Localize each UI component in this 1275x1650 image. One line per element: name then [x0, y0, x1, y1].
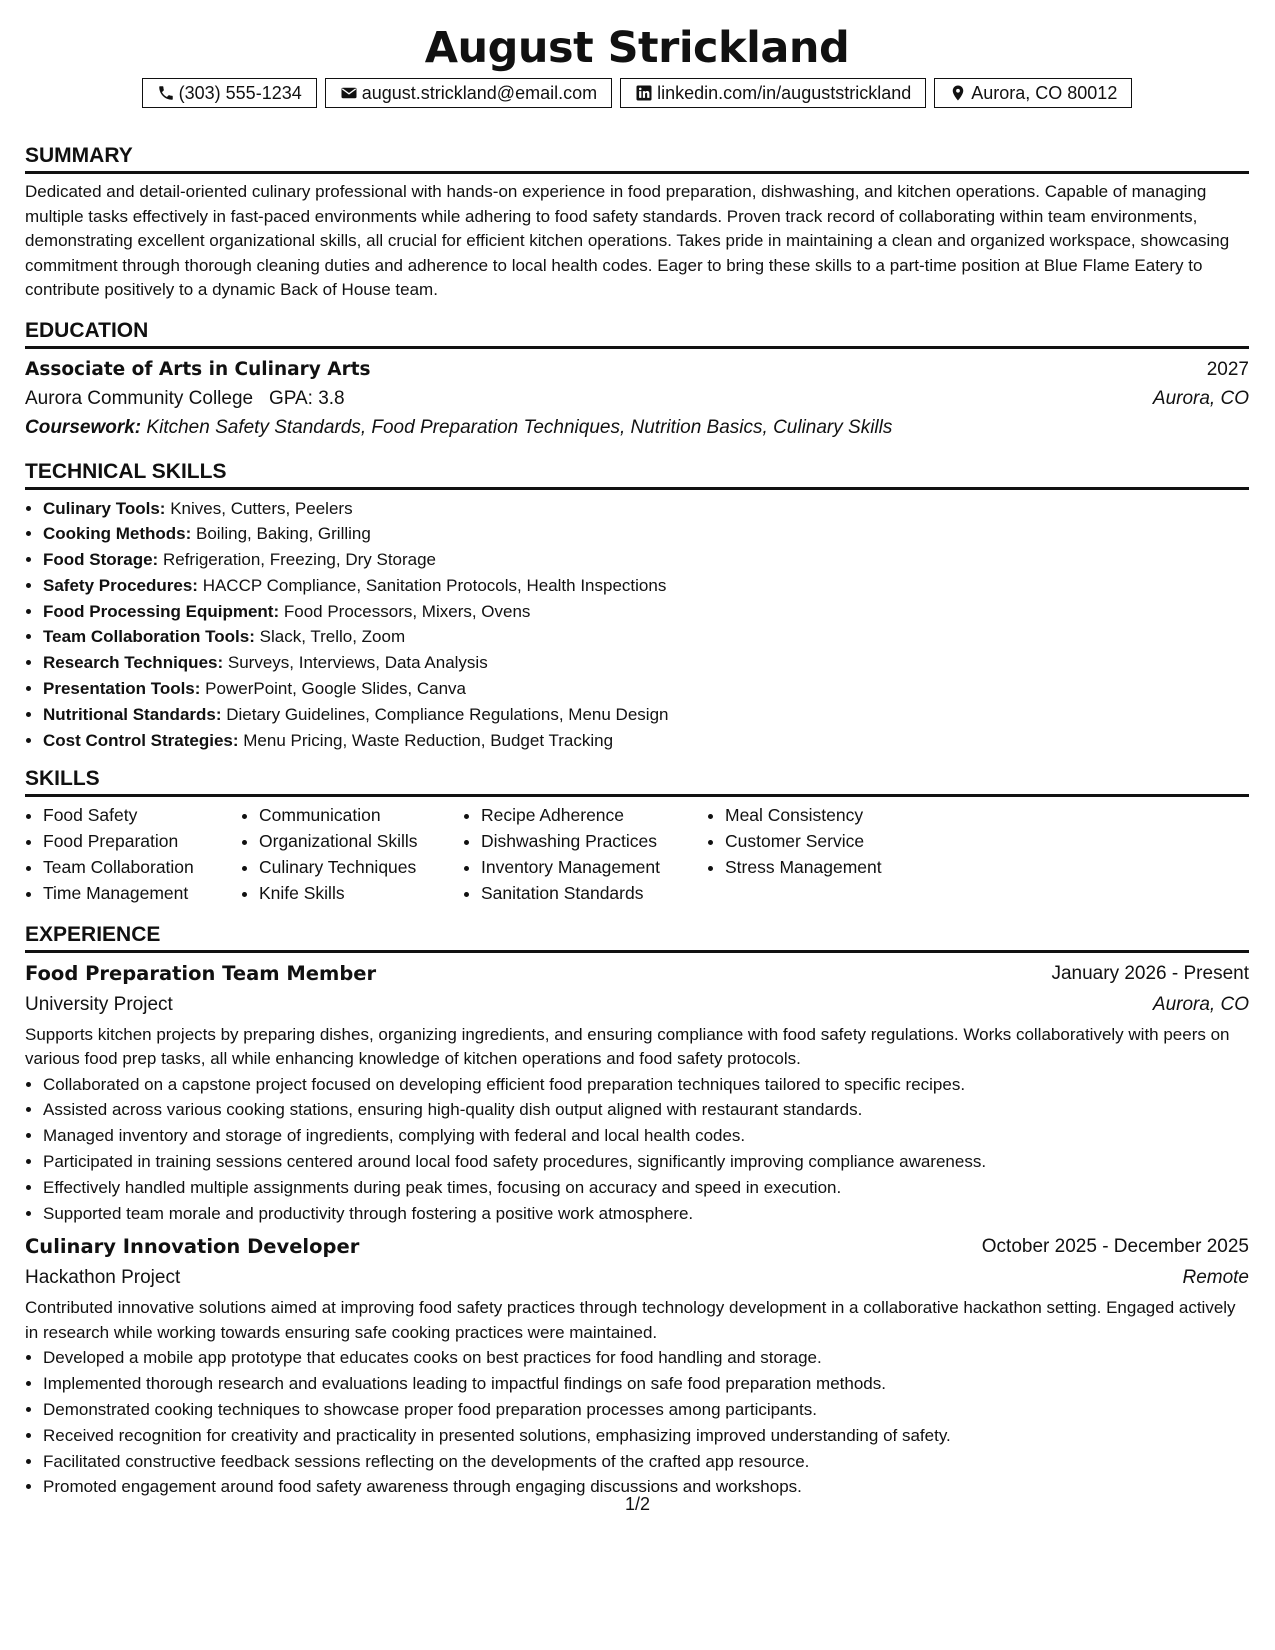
skill-item: • Recipe Adherence — [481, 803, 707, 829]
job-bullet: • Participated in training sessions centered around local food safety procedures, significantly improving compliance awareness. — [43, 1149, 1249, 1175]
job-org: Hackathon Project — [25, 1267, 181, 1289]
job-description: Contributed innovative solutions aimed at improving food safety practices through technology development in a collaborative hackathon setting. Engaged actively in research while working towards ensuring safe cooking practices were maintained. — [25, 1298, 1236, 1342]
linkedin-text: linkedin.com/in/auguststrickland — [657, 82, 912, 103]
skill-item: • Meal Consistency — [725, 803, 925, 829]
email-text: august.strickland@email.com — [361, 82, 598, 103]
technical-skill-item — [43, 702, 1249, 728]
contact-bar — [25, 78, 1249, 108]
skill-item: • Knife Skills — [259, 881, 463, 907]
summary-title: SUMMARY — [25, 142, 1249, 174]
skill-item: • Inventory Management — [481, 855, 707, 881]
job-bullet: • Implemented thorough research and evaluations leading to impactful findings on safe food preparation methods. — [43, 1371, 1249, 1397]
page-number: 1/2 — [624, 1494, 651, 1514]
job-bullet: • Collaborated on a capstone project focused on developing efficient food preparation techniques tailored to specific recipes. — [43, 1072, 1249, 1098]
phone-text: (303) 555-1234 — [178, 82, 302, 103]
education-row-2 — [25, 384, 1249, 413]
job-bullet: • Received recognition for creativity and practicality in presented solutions, emphasizing improved understanding of safety. — [43, 1423, 1249, 1449]
technical-skill-item — [43, 650, 1249, 676]
technical-skill-label: Research Techniques: — [43, 653, 224, 673]
phone-icon — [157, 84, 175, 102]
experience-title: EXPERIENCE — [25, 921, 1249, 953]
job-bullet: • Promoted engagement around food safety awareness through engaging discussions and workshops. — [43, 1474, 1249, 1500]
coursework-label: Coursework: — [25, 416, 142, 438]
contact-location[interactable] — [934, 78, 1132, 108]
job-bullet: • Managed inventory and storage of ingredients, complying with federal and local health codes. — [43, 1123, 1249, 1149]
job-bullets — [25, 1345, 1249, 1500]
experience-subheader — [25, 990, 1249, 1019]
job-bullet: • Facilitated constructive feedback sessions reflecting on the developments of the crafted app resource. — [43, 1449, 1249, 1475]
technical-skill-item — [43, 496, 1249, 522]
map-pin-icon — [949, 84, 967, 102]
gpa: GPA: 3.8 — [268, 387, 345, 409]
skill-item: • Team Collaboration — [43, 855, 241, 881]
degree-name: Associate of Arts in Culinary Arts — [25, 358, 371, 380]
skills-title: SKILLS — [25, 765, 1249, 797]
skill-item: • Food Preparation — [43, 829, 241, 855]
job-description: Supports kitchen projects by preparing dishes, organizing ingredients, and ensuring compliance with food safety regulations. Works collaboratively with peers on various food prep tasks, all while enhancing knowledge of kitchen operations and food safety protocols. — [25, 1024, 1230, 1069]
skill-item: • Communication — [259, 803, 463, 829]
job-dates: January 2026 - Present — [1051, 962, 1249, 984]
experience-subheader — [25, 1263, 1249, 1292]
technical-skill-label: Presentation Tools: — [43, 679, 201, 699]
linkedin-icon — [635, 84, 653, 102]
technical-skill-label: Culinary Tools: — [43, 498, 166, 518]
technical-skill-value: Menu Pricing, Waste Reduction, Budget Tracking — [243, 730, 614, 750]
technical-skill-label: Nutritional Standards: — [43, 704, 222, 724]
job-role: Culinary Innovation Developer — [25, 1235, 360, 1259]
contact-phone[interactable] — [142, 78, 317, 108]
skill-item: • Stress Management — [725, 855, 925, 881]
technical-skill-label: Cost Control Strategies: — [43, 730, 239, 750]
technical-skill-label: Food Storage: — [43, 550, 159, 570]
job-location: Remote — [1182, 1267, 1249, 1289]
experience-entry — [25, 959, 1249, 1227]
job-bullet: • Assisted across various cooking stations, ensuring high-quality dish output aligned with restaurant standards. — [43, 1097, 1249, 1123]
technical-skill-value: Surveys, Interviews, Data Analysis — [227, 653, 488, 673]
job-bullet: • Effectively handled multiple assignments during peak times, focusing on accuracy and speed in execution. — [43, 1175, 1249, 1201]
technical-skill-value: Refrigeration, Freezing, Dry Storage — [162, 550, 437, 570]
summary-section — [25, 142, 1249, 303]
job-bullet: • Demonstrated cooking techniques to showcase proper food preparation processes among participants. — [43, 1397, 1249, 1423]
technical-skill-item — [43, 547, 1249, 573]
education-title: EDUCATION — [25, 317, 1249, 349]
skill-item: • Organizational Skills — [259, 829, 463, 855]
contact-email[interactable] — [325, 78, 612, 108]
technical-skill-value: Dietary Guidelines, Compliance Regulations, Menu Design — [226, 704, 669, 724]
experience-header — [25, 1232, 1249, 1261]
resume-page — [25, 18, 1249, 1500]
job-dates: October 2025 - December 2025 — [981, 1236, 1249, 1258]
technical-skill-value: Slack, Trello, Zoom — [259, 627, 406, 647]
school-location: Aurora, CO — [1152, 387, 1249, 409]
experience-header — [25, 959, 1249, 988]
education-section — [25, 317, 1249, 442]
envelope-icon — [340, 84, 358, 102]
technical-skill-value: PowerPoint, Google Slides, Canva — [205, 679, 466, 699]
skills-column — [463, 803, 707, 906]
experience-section — [25, 921, 1249, 1501]
skill-item: • Time Management — [43, 881, 241, 907]
technical-skill-item — [43, 728, 1249, 754]
experience-entry — [25, 1232, 1249, 1500]
technical-skill-label: Food Processing Equipment: — [43, 601, 280, 621]
contact-linkedin[interactable] — [620, 78, 926, 108]
technical-skill-value: Knives, Cutters, Peelers — [170, 498, 353, 518]
technical-skill-value: Boiling, Baking, Grilling — [196, 524, 371, 544]
technical-skill-label: Team Collaboration Tools: — [43, 627, 255, 647]
experience-list — [25, 959, 1249, 1501]
skills-grid — [25, 803, 1249, 906]
skills-section — [25, 765, 1249, 906]
skills-column — [707, 803, 925, 906]
education-row-1 — [25, 355, 1249, 384]
technical-skill-item — [43, 599, 1249, 625]
skill-item: • Dishwashing Practices — [481, 829, 707, 855]
technical-skill-label: Cooking Methods: — [43, 524, 192, 544]
technical-skill-item — [43, 573, 1249, 599]
job-bullets — [25, 1072, 1249, 1227]
summary-text: Dedicated and detail-oriented culinary professional with hands-on experience in food preparation, dishwashing, and kitchen operations. Capable of managing multiple tasks effectively in fast-paced environments while adhering to food safety standards. Proven track record of collaborating within team environments, demonstrating excellent organizational skills, all crucial for efficient kitchen operations. Takes pride in maintaining a clean and organized workspace, showcasing commitment through thorough cleaning duties and adherence to local health codes. Eager to bring these skills to a part-time position at Blue Flame Eatery to contribute positively to a dynamic Back of House team. — [25, 182, 1230, 299]
technical-skill-value: HACCP Compliance, Sanitation Protocols, Health Inspections — [202, 575, 667, 595]
technical-skill-item — [43, 676, 1249, 702]
technical-skill-value: Food Processors, Mixers, Ovens — [283, 601, 531, 621]
job-bullet: • Supported team morale and productivity through fostering a positive work atmosphere. — [43, 1201, 1249, 1227]
skill-item: • Food Safety — [43, 803, 241, 829]
job-location: Aurora, CO — [1152, 993, 1249, 1015]
school-name: Aurora Community College — [25, 387, 254, 409]
job-role: Food Preparation Team Member — [25, 961, 377, 985]
candidate-name: August Strickland — [424, 23, 850, 73]
coursework-list: Kitchen Safety Standards, Food Preparation Techniques, Nutrition Basics, Culinary Skills — [146, 416, 893, 438]
job-bullet: • Developed a mobile app prototype that educates cooks on best practices for food handling and storage. — [43, 1345, 1249, 1371]
skill-item: • Customer Service — [725, 829, 925, 855]
skill-item: • Sanitation Standards — [481, 881, 707, 907]
technical-skills-section — [25, 458, 1249, 754]
skill-item: • Culinary Techniques — [259, 855, 463, 881]
coursework-row — [25, 413, 1249, 442]
technical-skills-list — [25, 496, 1249, 754]
skills-column — [241, 803, 463, 906]
technical-skill-item — [43, 624, 1249, 650]
technical-skills-title: TECHNICAL SKILLS — [25, 458, 1249, 490]
location-text: Aurora, CO 80012 — [971, 82, 1118, 103]
job-org: University Project — [25, 993, 173, 1015]
skills-column — [25, 803, 241, 906]
technical-skill-item — [43, 521, 1249, 547]
degree-year: 2027 — [1206, 358, 1249, 380]
technical-skill-label: Safety Procedures: — [43, 575, 198, 595]
